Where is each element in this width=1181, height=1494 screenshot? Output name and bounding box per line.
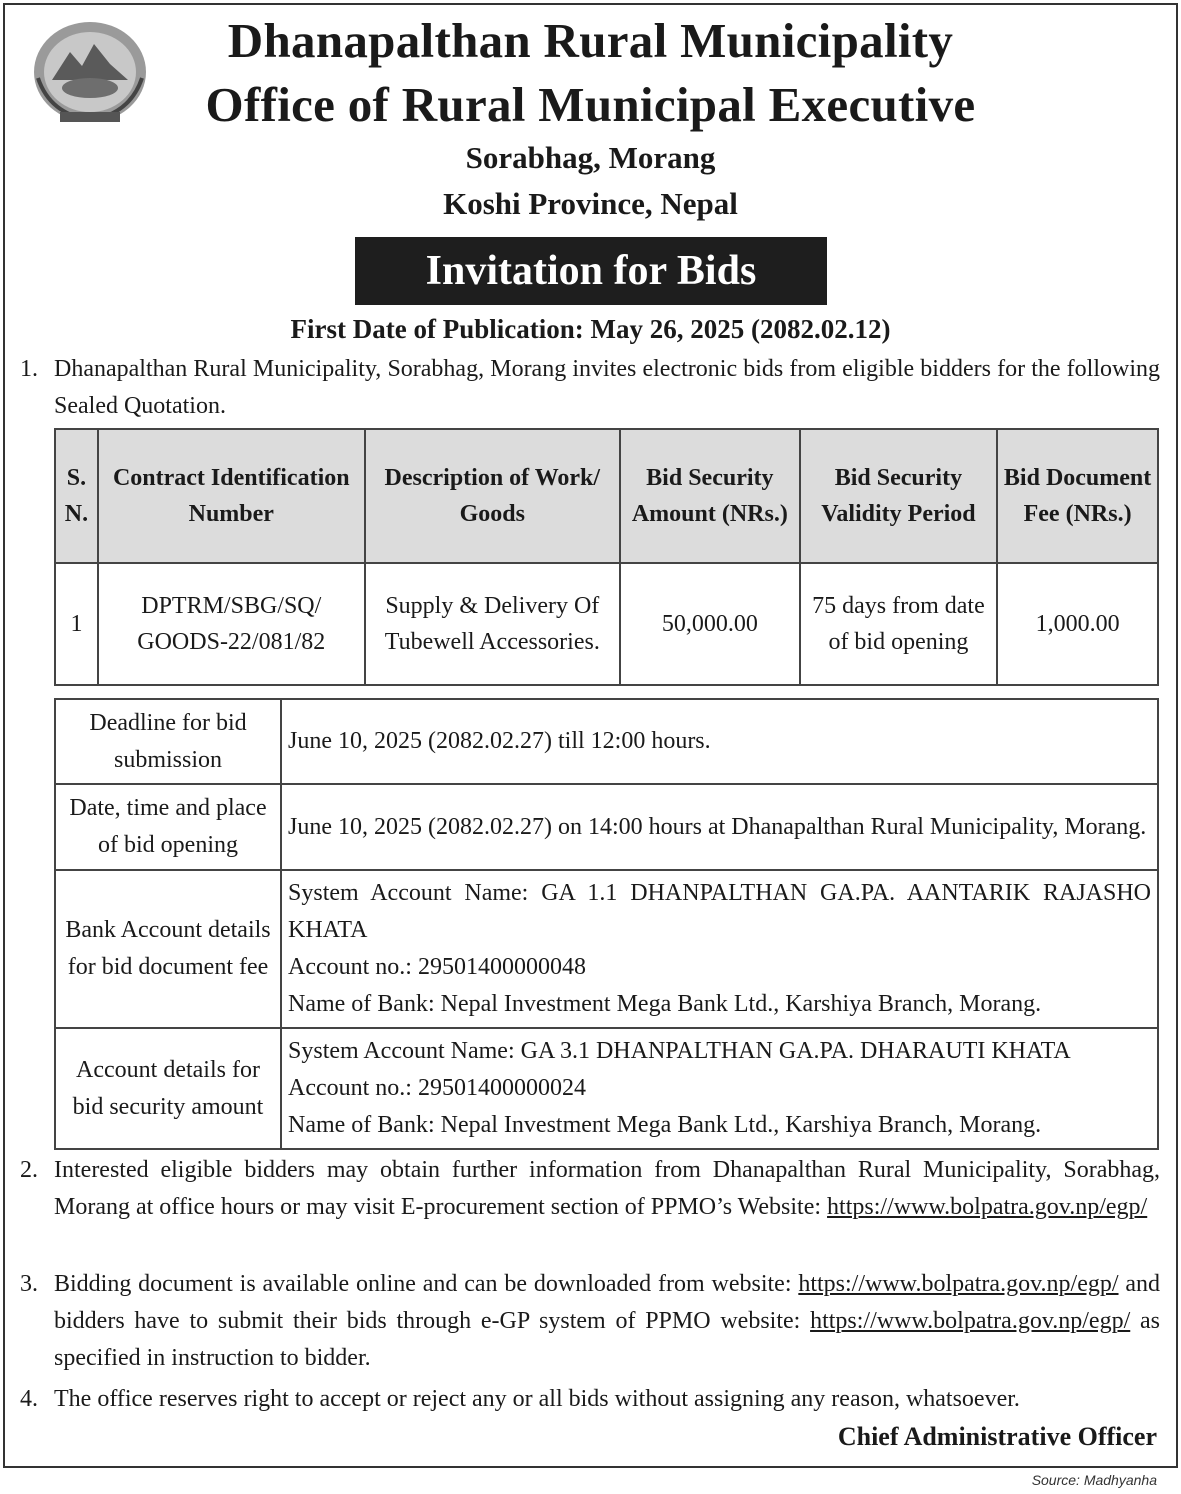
cell-sn: 1: [55, 563, 98, 685]
point-number: 4.: [20, 1386, 38, 1412]
signatory-title: Chief Administrative Officer: [837, 1422, 1157, 1451]
point-4: [20, 1381, 1160, 1418]
fee-account-number: Account no.: 29501400000048: [288, 954, 586, 980]
point-2: [20, 1152, 1160, 1226]
municipality-title: Dhanapalthan Rural Municipality: [227, 13, 954, 68]
point-3-body-3: as specified in instruction to bidder.: [54, 1308, 1160, 1371]
header-security-amount: Bid Security Amount (NRs.): [620, 429, 800, 563]
bid-table-header-row: [55, 429, 1158, 563]
fee-account-details: [281, 870, 1158, 1028]
header-fee: Bid Document Fee (NRs.): [997, 429, 1158, 563]
header-description: Description of Work/ Goods: [365, 429, 620, 563]
fee-account-name: System Account Name: GA 1.1 DHANPALTHAN GA.PA. AANTARIK RAJASHO KHATA: [288, 880, 1151, 943]
intro-text: Dhanapalthan Rural Municipality, Sorabhag, Morang invites electronic bids from eligible bidders for the following Sealed Quotation.: [54, 356, 1160, 419]
point-3-body-1: Bidding document is available online and can be downloaded from website:: [54, 1271, 799, 1297]
bolpatra-link-2[interactable]: https://www.bolpatra.gov.np/egp/: [810, 1308, 1131, 1334]
cell-description: Supply & Delivery Of Tubewell Accessories.: [365, 563, 620, 685]
cell-security-amount: 50,000.00: [620, 563, 800, 685]
security-account-details: [281, 1028, 1158, 1149]
table-row: [55, 1028, 1158, 1149]
security-account-bank: Name of Bank: Nepal Investment Mega Bank Ltd., Karshiya Branch, Morang.: [288, 1112, 1042, 1138]
point-number: 3.: [20, 1271, 38, 1297]
bolpatra-link-1[interactable]: https://www.bolpatra.gov.np/egp/: [798, 1271, 1119, 1297]
ppmo-link[interactable]: https://www.bolpatra.gov.np/egp/: [827, 1194, 1148, 1220]
notice-banner: Invitation for Bids: [355, 237, 827, 305]
header-validity: Bid Security Validity Period: [800, 429, 998, 563]
opening-value: June 10, 2025 (2082.02.27) on 14:00 hours at Dhanapalthan Rural Municipality, Morang.: [281, 784, 1158, 870]
deadline-label: Deadline for bid submission: [55, 699, 281, 784]
point-2-text: [54, 1152, 1160, 1226]
source-credit: Source: Madhyanha: [1031, 1472, 1157, 1488]
cell-contract-id: DPTRM/SBG/SQ/ GOODS-22/081/82: [98, 563, 365, 685]
opening-label: Date, time and place of bid opening: [55, 784, 281, 870]
point-2-body: Interested eligible bidders may obtain further information from Dhanapalthan Rural Municipality, Sorabhag, Morang at office hours or may visit E-procurement section of PPMO’s Website:: [54, 1157, 1160, 1220]
header-sn: S. N.: [55, 429, 98, 563]
office-title: Office of Rural Municipal Executive: [205, 77, 976, 132]
point-3-body-2: and bidders have to submit their bids through e-GP system of PPMO website:: [54, 1271, 1161, 1334]
cell-fee: 1,000.00: [997, 563, 1158, 685]
address-line-2: Koshi Province, Nepal: [443, 186, 738, 221]
point-3: [20, 1266, 1160, 1377]
security-account-name: System Account Name: GA 3.1 DHANPALTHAN GA.PA. DHARAUTI KHATA: [288, 1038, 1071, 1064]
table-row: [55, 784, 1158, 870]
security-account-label: Account details for bid security amount: [55, 1028, 281, 1149]
intro-paragraph: [20, 351, 1160, 425]
point-3-text: [54, 1266, 1160, 1377]
security-account-number: Account no.: 29501400000024: [288, 1075, 586, 1101]
table-row: [55, 870, 1158, 1028]
point-4-text: The office reserves right to accept or reject any or all bids without assigning any reason, whatsoever.: [54, 1386, 1020, 1412]
table-row: [55, 563, 1158, 685]
bid-info-table: [54, 698, 1159, 1150]
point-number: 2.: [20, 1157, 38, 1183]
publication-date: First Date of Publication: May 26, 2025 (2082.02.12): [290, 314, 891, 344]
fee-account-label: Bank Account details for bid document fee: [55, 870, 281, 1028]
fee-account-bank: Name of Bank: Nepal Investment Mega Bank Ltd., Karshiya Branch, Morang.: [288, 991, 1042, 1017]
header-contract-id: Contract Identification Number: [98, 429, 365, 563]
deadline-value: June 10, 2025 (2082.02.27) till 12:00 hours.: [281, 699, 1158, 784]
cell-validity: 75 days from date of bid opening: [800, 563, 998, 685]
address-line-1: Sorabhag, Morang: [465, 140, 716, 175]
table-row: [55, 699, 1158, 784]
bid-table: [54, 428, 1159, 686]
point-number: 1.: [20, 356, 38, 382]
